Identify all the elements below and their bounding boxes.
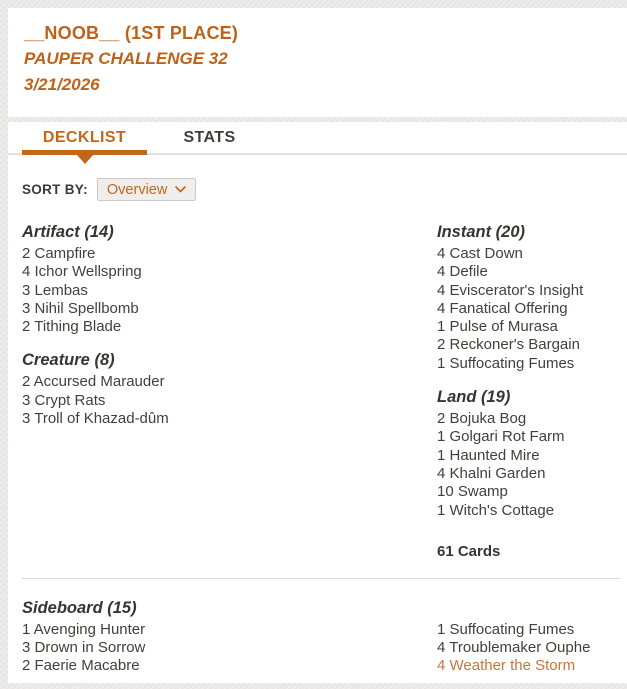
- card-row[interactable]: 3 Crypt Rats: [22, 391, 106, 409]
- section-title: Creature (8): [22, 351, 115, 370]
- card-row[interactable]: 1 Suffocating Fumes: [437, 620, 575, 638]
- decklist-card: [8, 122, 627, 683]
- sideboard-column-right: [437, 621, 621, 676]
- section-title: Artifact (14): [22, 223, 114, 241]
- deck-section: [437, 387, 621, 520]
- card-row[interactable]: 2 Tithing Blade: [22, 318, 122, 336]
- sort-by-label: SORT BY:: [22, 182, 88, 197]
- card-row[interactable]: 2 Reckoner's Bargain: [437, 336, 580, 354]
- card-row[interactable]: 4 Ichor Wellspring: [22, 263, 142, 281]
- sideboard-divider: [22, 578, 621, 579]
- tab-stats-label: STATS: [183, 128, 236, 146]
- card-row[interactable]: 2 Faerie Macabre: [22, 657, 140, 675]
- tab-stats[interactable]: [147, 122, 272, 153]
- section-title: Land (19): [437, 388, 511, 407]
- event-date: 3/21/2026: [24, 75, 100, 94]
- sideboard-grid: [22, 621, 621, 676]
- card-row[interactable]: 10 Swamp: [437, 483, 508, 501]
- card-row[interactable]: 1 Pulse of Murasa: [437, 318, 558, 336]
- deck-section: [22, 222, 437, 336]
- event-name: PAUPER CHALLENGE 32: [24, 49, 228, 68]
- maindeck-grid: [22, 222, 621, 561]
- section-title: Instant (20): [437, 223, 526, 241]
- card-row[interactable]: 2 Accursed Marauder: [22, 373, 165, 391]
- tab-bar: [8, 122, 627, 155]
- card-row[interactable]: 4 Fanatical Offering: [437, 299, 568, 317]
- sort-selected-value: Overview: [106, 181, 168, 198]
- sort-dropdown[interactable]: [97, 178, 196, 201]
- card-row[interactable]: 1 Avenging Hunter: [22, 620, 146, 638]
- deck-section: [437, 222, 621, 373]
- sort-row: [22, 178, 621, 201]
- sideboard-title: Sideboard (15): [22, 598, 137, 617]
- maindeck-column-left: [22, 222, 437, 561]
- page-title: __NOOB__ (1ST PLACE): [24, 23, 239, 43]
- card-row[interactable]: 4 Weather the Storm: [437, 657, 576, 675]
- card-count-total: 61 Cards: [437, 542, 501, 560]
- card-row[interactable]: 4 Khalni Garden: [437, 464, 546, 482]
- card-row[interactable]: 1 Witch's Cottage: [437, 501, 555, 519]
- card-row[interactable]: 2 Bojuka Bog: [437, 410, 527, 428]
- card-row[interactable]: 1 Golgari Rot Farm: [437, 428, 565, 446]
- deck-section: [22, 350, 437, 428]
- card-row[interactable]: 3 Troll of Khazad-dûm: [22, 410, 169, 428]
- card-row[interactable]: 3 Nihil Spellbomb: [22, 299, 139, 317]
- sideboard-column-left: [22, 621, 437, 676]
- card-row[interactable]: 2 Campfire: [22, 245, 96, 262]
- card-row[interactable]: 1 Haunted Mire: [437, 446, 540, 464]
- decklist-content: [8, 178, 627, 676]
- deck-header-card: [8, 8, 627, 117]
- card-row[interactable]: 4 Defile: [437, 263, 488, 281]
- tab-decklist[interactable]: [22, 122, 147, 153]
- card-row[interactable]: 4 Cast Down: [437, 245, 523, 262]
- chevron-down-icon: [175, 186, 186, 193]
- card-row[interactable]: 4 Troublemaker Ouphe: [437, 639, 591, 657]
- card-row[interactable]: 4 Eviscerator's Insight: [437, 281, 584, 299]
- card-row[interactable]: 1 Suffocating Fumes: [437, 354, 575, 372]
- card-row[interactable]: 3 Lembas: [22, 281, 88, 299]
- maindeck-column-right: [437, 222, 621, 561]
- tab-decklist-label: DECKLIST: [42, 128, 127, 146]
- card-row[interactable]: 3 Drown in Sorrow: [22, 639, 146, 657]
